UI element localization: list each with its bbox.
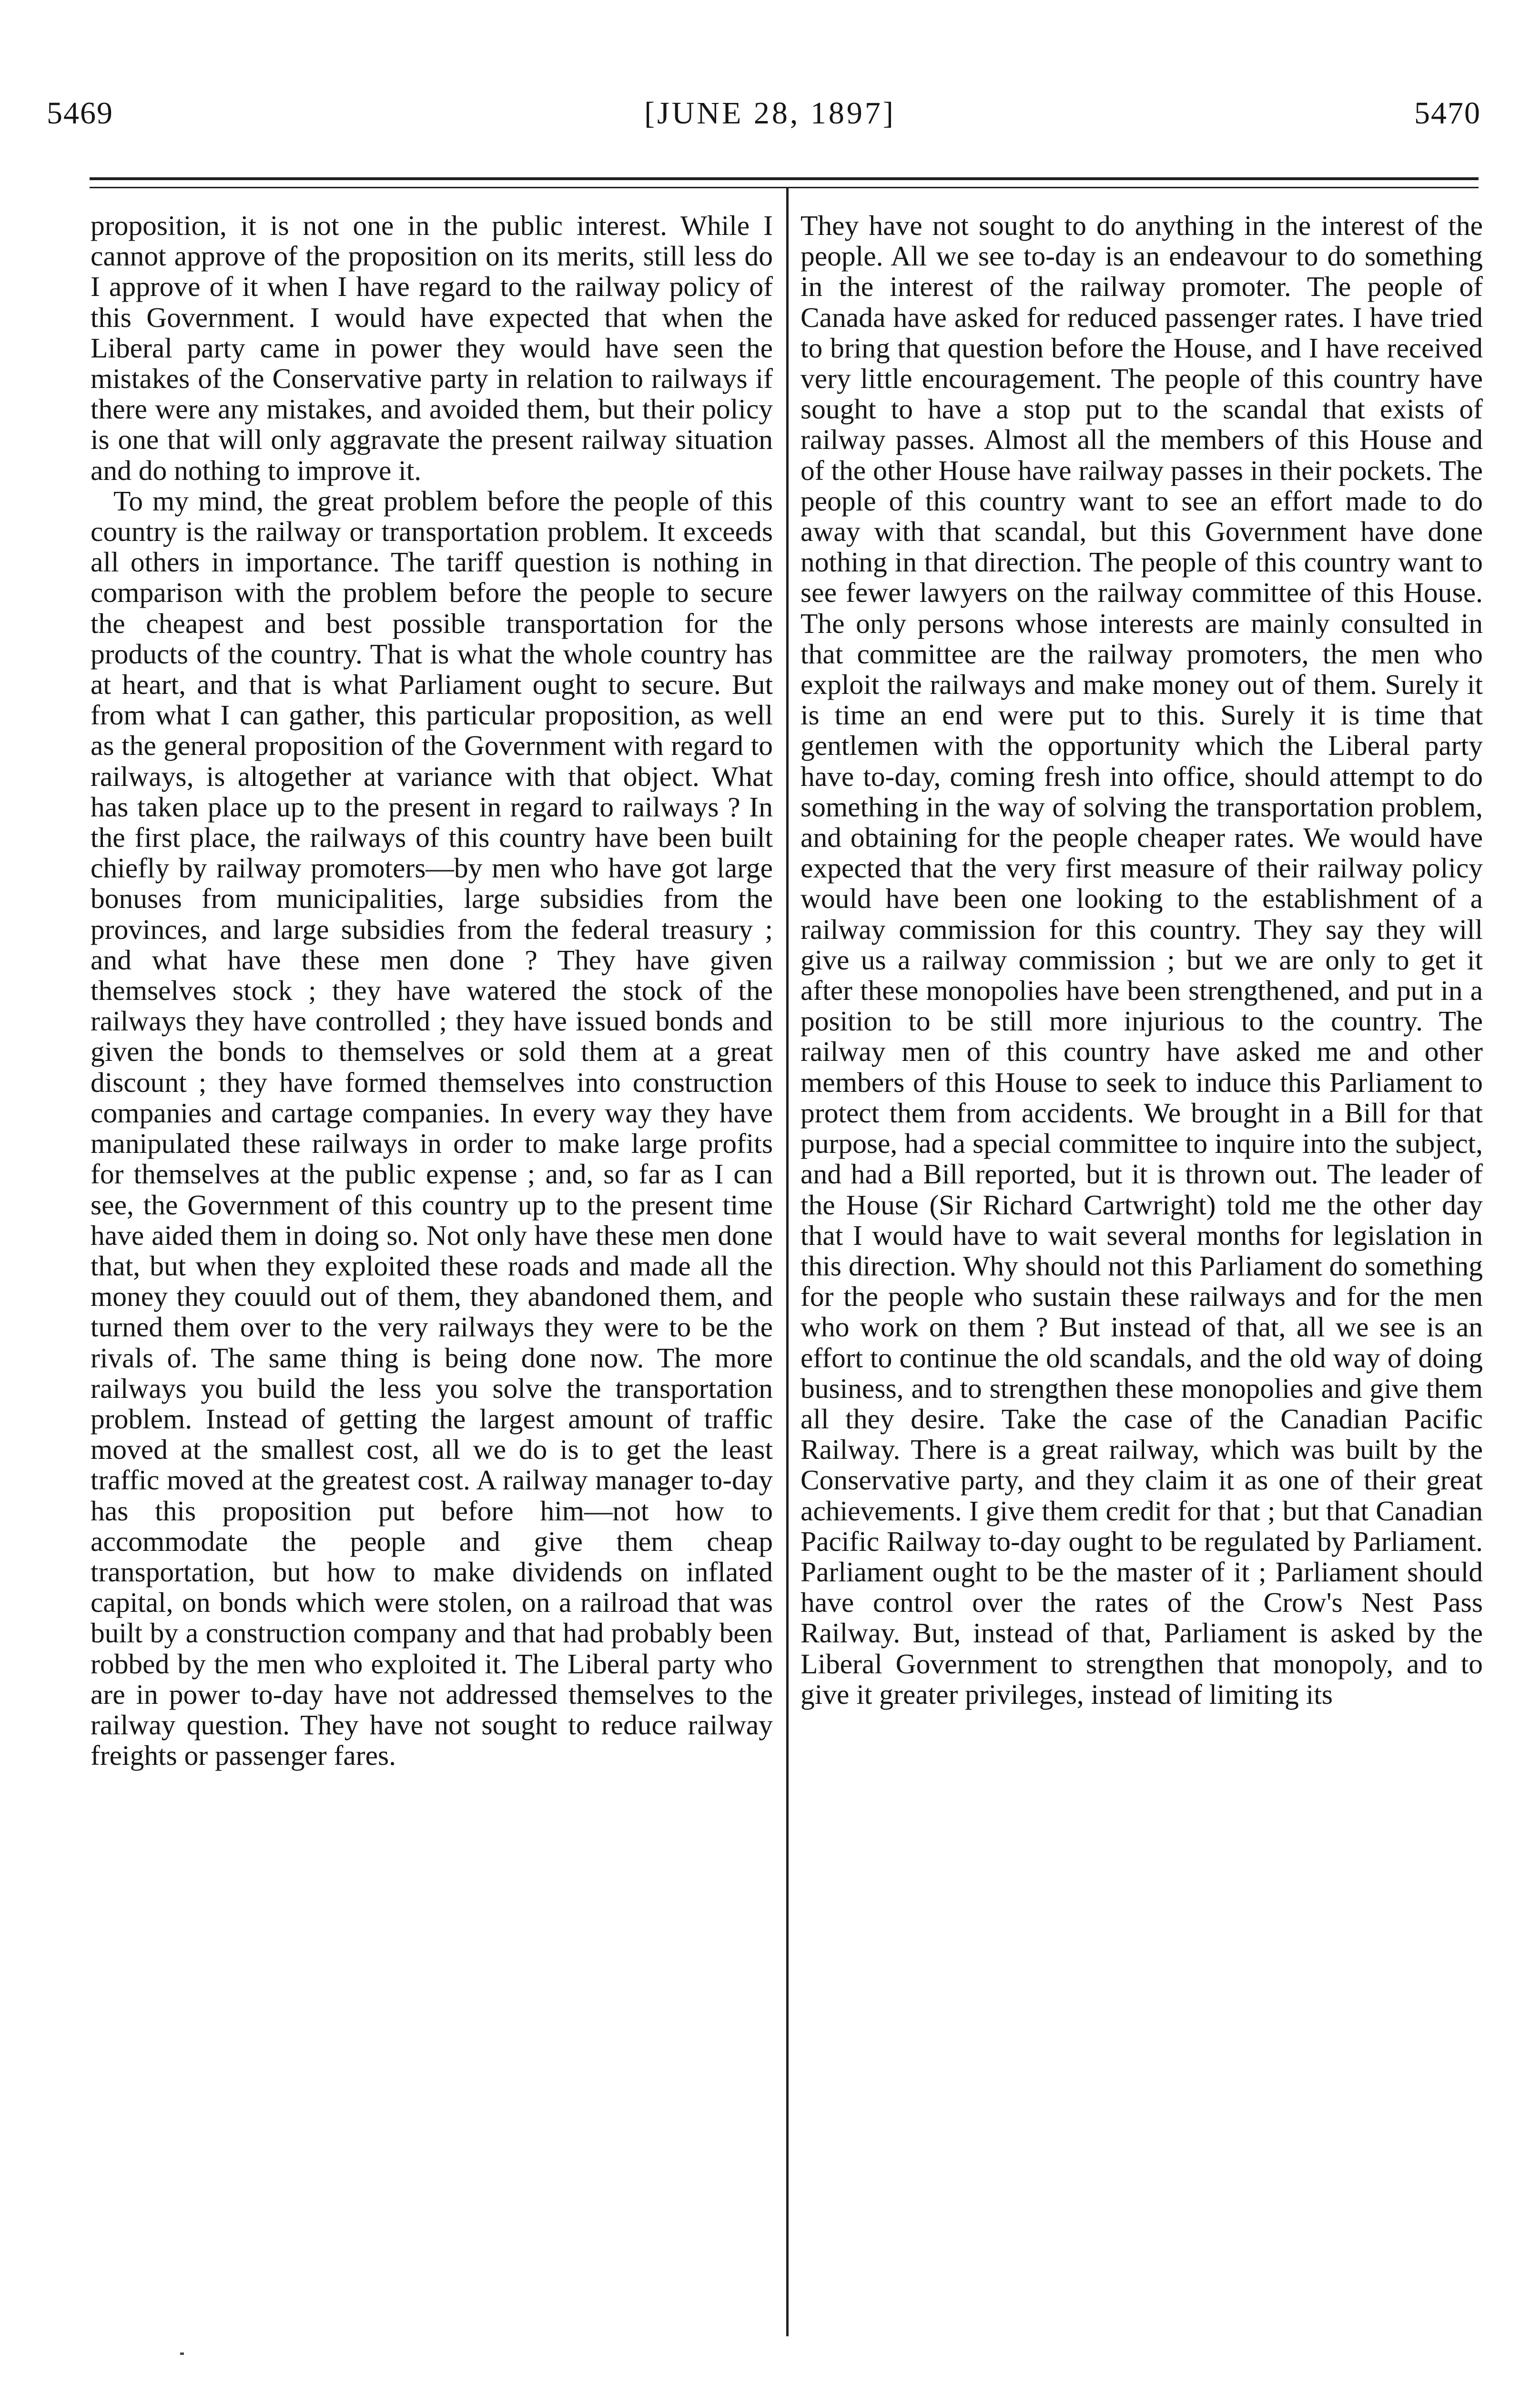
header-rule-thin [90, 187, 1479, 188]
paragraph: To my mind, the great problem before the people of this country is the railway or transportation problem. It exceeds all others in importance. The tariff question is nothing in comparison with the problem before the people to secure the cheapest and best possible transportation for the products of the country. That is what the whole country has at heart, and that is what Parliament ought to secure. But from what I can gather, this particular proposition, as well as the general proposition of the Government with regard to railways, is altogether at variance with that object. What has taken place up to the present in regard to railways ? In the first place, the railways of this country have been built chiefly by railway promoters—by men who have got large bonuses from municipalities, large subsidies from the provinces, and large subsidies from the federal treasury ; and what have these men done ? They have given themselves stock ; they have watered the stock of the railways they have controlled ; they have issued bonds and given the bonds to themselves or sold them at a great discount ; they have formed themselves into construction companies and cartage companies. In every way they have manipulated these railways in order to make large profits for themselves at the public expense ; and, so far as I can see, the Government of this country up to the present time have aided them in doing so. Not only have these men done that, but when they exploited these roads and made all the money they couuld out of them, they abandoned them, and turned them over to the very railways they were to be the rivals of. The same thing is being done now. The more railways you build the less you solve the transportation problem. Instead of getting the largest amount of traffic moved at the smallest cost, all we do is to get the least traffic moved at the greatest cost. A railway manager to-day has this proposition put before him—not how to accommodate the people and give them cheap transportation, but how to make dividends on inflated capital, on bonds which were stolen, on a railroad that was built by a construction company and that had probably been robbed by the men who exploited it. The Liberal party who are in power to-day have not addressed themselves to the railway question. They have not sought to reduce railway freights or passenger fares. [91, 485, 773, 1772]
page-header [0, 90, 1540, 147]
page-speck [180, 2352, 184, 2355]
paragraph: They have not sought to do anything in the interest of the people. All we see to-day is an endeavour to do something in the interest of the railway promoter. The people of Canada have asked for reduced passenger rates. I have tried to bring that question before the House, and I have received very little encouragement. The people of this country have sought to have a stop put to the scandal that exists of railway passes. Almost all the members of this House and of the other House have railway passes in their pockets. The people of this country want to see an effort made to do away with that scandal, but this Government have done nothing in that direction. The people of this country want to see fewer lawyers on the railway committee of this House. The only persons whose interests are mainly consulted in that committee are the railway promoters, the men who exploit the railways and make money out of them. Surely it is time an end were put to this. Surely it is time that gentlemen with the opportunity which the Liberal party have to-day, coming fresh into office, should attempt to do something in the way of solving the transportation problem, and obtaining for the people cheaper rates. We would have expected that the very first measure of their railway policy would have been one looking to the establishment of a railway commission for this country. They say they will give us a railway commission ; but we are only to get it after these monopolies have been strengthened, and put in a position to be still more injurious to the country. The railway men of this country have asked me and other members of this House to seek to induce this Parliament to protect them from accidents. We brought in a Bill for that purpose, had a special committee to inquire into the subject, and had a Bill reported, but it is thrown out. The leader of the House (Sir Richard Cartwright) told me the other day that I would have to wait several months for legislation in this direction. Why should not this Parliament do something for the people who sustain these railways and for the men who work on them ? But instead of that, all we see is an effort to continue the old scandals, and the old way of doing business, and to strengthen these monopolies and give them all they desire. Take the case of the Canadian Pacific Railway. There is a great railway, which was built by the Conservative party, and they claim it as one of their great achievements. I give them credit for that ; but that Canadian Pacific Railway to-day ought to be regulated by Parliament. Parliament ought to be the master of it ; Parliament should have control over the rates of the Crow's Nest Pass Railway. But, instead of that, Parliament is asked by the Liberal Government to strengthen that monopoly, and to give it greater privileges, instead of limiting its [800, 210, 1483, 1710]
right-page-number: 5470 [1414, 96, 1481, 131]
left-column [91, 210, 773, 1771]
page-date: [JUNE 28, 1897] [644, 96, 896, 131]
column-divider [786, 187, 789, 2336]
right-column [800, 210, 1483, 1710]
header-rule-thick [90, 177, 1479, 180]
left-page-number: 5469 [47, 96, 113, 131]
paragraph: proposition, it is not one in the public interest. While I cannot approve of the proposition on its merits, still less do I approve of it when I have regard to the railway policy of this Government. I would have expected that when the Liberal party came in power they would have seen the mistakes of the Conservative party in relation to railways if there were any mistakes, and avoided them, but their policy is one that will only aggravate the present railway situation and do nothing to improve it. [91, 210, 773, 486]
